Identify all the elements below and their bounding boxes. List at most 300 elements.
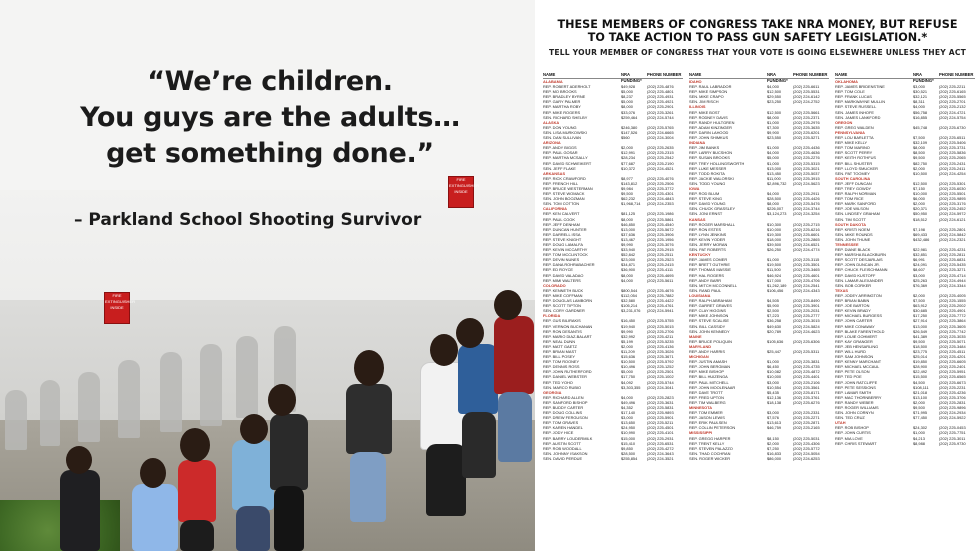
phone-number: (202) 225-7742 bbox=[939, 328, 966, 334]
phone-number: (202) 224-5824 bbox=[793, 323, 820, 329]
student bbox=[178, 460, 216, 522]
member-name: REP. KENNETH BUCK bbox=[543, 287, 584, 293]
member-name: REP. JEFF DENHAM bbox=[543, 221, 580, 227]
nra-funding: $108,111 bbox=[913, 384, 929, 390]
phone-number: (202) 225-5501 bbox=[939, 191, 966, 197]
nra-funding: $6,991 bbox=[913, 257, 925, 263]
nra-funding: $1,262,189 bbox=[767, 282, 787, 288]
student-legs bbox=[274, 486, 304, 551]
nra-funding: $10,000 bbox=[767, 226, 782, 232]
phone-number: (202) 224-4843 bbox=[647, 196, 674, 202]
nra-funding: $36,258 bbox=[767, 318, 782, 324]
member-name: OKLAHOMA bbox=[835, 79, 858, 84]
student-shadow bbox=[5, 390, 27, 450]
nra-funding: $10,082 bbox=[767, 369, 782, 375]
nra-funding: $15,410 bbox=[621, 440, 636, 446]
phone-number: (202) 225-4876 bbox=[647, 84, 674, 90]
member-name: TEXAS bbox=[835, 287, 848, 293]
member-name: REP. TOM COLE bbox=[835, 89, 865, 95]
nra-funding: $10,372 bbox=[621, 165, 636, 171]
nra-funding: $18,500 bbox=[913, 343, 928, 349]
member-name: KANSAS bbox=[689, 216, 706, 222]
member-name: REP. MICHAEL MCCAUL bbox=[835, 364, 880, 370]
phone-number: (202) 225-2165 bbox=[793, 425, 820, 431]
member-name: INDIANA bbox=[689, 140, 706, 146]
phone-number: (202) 225-2031 bbox=[793, 308, 820, 314]
phone-number: (202) 225-2452 bbox=[939, 206, 966, 212]
nra-funding: $82,750 bbox=[913, 160, 928, 166]
nra-funding: $2,000 bbox=[767, 440, 779, 446]
header-name: NAME bbox=[689, 72, 702, 77]
member-name: REP. DAVE TROTT bbox=[689, 389, 723, 395]
member-name: REP. ANDY BIGGS bbox=[543, 145, 577, 151]
phone-number: (202) 225-5951 bbox=[939, 369, 966, 375]
nra-funding: $50,950 bbox=[913, 211, 928, 217]
member-name: REP. PAUL MITCHELL bbox=[689, 379, 729, 385]
phone-number: (202) 225-2915 bbox=[647, 247, 674, 253]
member-name: REP. BLAKE FARENTHOLD bbox=[835, 328, 885, 334]
student-legs bbox=[426, 444, 466, 516]
student-head bbox=[66, 446, 92, 474]
member-name: REP. GARY PALMER bbox=[543, 99, 581, 105]
nra-funding: $4,000 bbox=[913, 104, 925, 110]
nra-funding: $10,554 bbox=[767, 384, 782, 390]
phone-number: (202) 225-2931 bbox=[647, 435, 674, 441]
nra-funding: $9,500 bbox=[913, 155, 925, 161]
phone-number: (202) 225-4706 bbox=[793, 277, 820, 283]
fire-extinguisher-sign bbox=[448, 176, 480, 208]
member-name: REP. FRENCH HILL bbox=[543, 180, 579, 186]
fire-extinguisher-sign bbox=[104, 292, 136, 324]
nra-funding: $4,352 bbox=[621, 405, 633, 410]
member-column bbox=[543, 72, 683, 551]
member-name: REP. JOHN SHIMKUS bbox=[689, 135, 729, 141]
phone-number: (202) 225-6030 bbox=[939, 185, 966, 191]
member-name: MINNESOTA bbox=[689, 405, 713, 410]
phone-number: (202) 225-2106 bbox=[793, 379, 820, 385]
member-name: IOWA bbox=[689, 185, 700, 191]
nra-funding: $28,500 bbox=[621, 450, 636, 456]
student bbox=[60, 470, 100, 551]
nra-funding: $16,450 bbox=[621, 318, 636, 324]
member-name: REP. DARRELL ISSA bbox=[543, 231, 581, 237]
phone-number: (202) 225-2777 bbox=[793, 313, 820, 319]
nra-funding: $10,300 bbox=[767, 221, 782, 227]
phone-number: (202) 225-5315 bbox=[793, 160, 820, 166]
phone-number: (202) 225-9893 bbox=[647, 410, 674, 416]
member-name: REP. BILL SHUSTER bbox=[835, 160, 873, 166]
student-legs bbox=[180, 520, 214, 551]
nra-funding: $8,500 bbox=[913, 150, 925, 156]
member-name: REP. BRADLEY BYRNE bbox=[543, 94, 586, 100]
phone-number: (202) 224-4521 bbox=[647, 165, 674, 171]
phone-number: (202) 225-3484 bbox=[939, 343, 966, 349]
nra-funding: $4,000 bbox=[621, 394, 633, 400]
phone-number: (202) 225-4601 bbox=[793, 272, 820, 278]
nra-funding: $52,842 bbox=[621, 252, 636, 258]
member-name: REP. ROD BLUM bbox=[689, 191, 720, 197]
member-name: REP. JUSTIN AMASH bbox=[689, 359, 727, 365]
phone-number: (202) 225-2190 bbox=[647, 160, 674, 166]
member-name: REP. TED YOHO bbox=[543, 379, 573, 385]
quote-attribution: – Parkland School Shooting Survivor bbox=[74, 210, 422, 230]
phone-number: (202) 225-6601 bbox=[793, 231, 820, 237]
nra-funding: $3,000 bbox=[767, 379, 779, 385]
nra-funding: $106,456 bbox=[767, 287, 784, 293]
member-name: REP. CHRIS STEWART bbox=[835, 440, 877, 446]
phone-number: (202) 225-3906 bbox=[647, 231, 674, 237]
phone-number: (202) 225-5765 bbox=[647, 124, 674, 130]
phone-number: (202) 225-2911 bbox=[793, 191, 820, 197]
member-name: REP. DIANE BLACK bbox=[835, 247, 871, 253]
member-row bbox=[543, 456, 683, 461]
phone-number: (202) 225-8490 bbox=[793, 298, 820, 304]
member-name: REP. KRISTI NOEM bbox=[835, 226, 870, 232]
phone-number: (202) 225-5435 bbox=[939, 262, 966, 268]
nra-funding: $10,000 bbox=[767, 374, 782, 380]
phone-number: (202) 225-3271 bbox=[939, 267, 966, 273]
nra-funding: $23,000 bbox=[621, 257, 636, 263]
member-name: SEN. MARCO RUBIO bbox=[543, 384, 582, 390]
header-funding: NRA FUNDING* bbox=[913, 72, 934, 83]
phone-number: (202) 224-4721 bbox=[939, 109, 966, 115]
member-name: SEN. JOHN KENNEDY bbox=[689, 328, 730, 334]
phone-number: (202) 225-2701 bbox=[939, 99, 966, 105]
member-name: SEN. JIM RISCH bbox=[689, 99, 719, 105]
member-name: SEN. DAVID PERDUE bbox=[543, 455, 583, 461]
nra-funding: $105,636 bbox=[767, 338, 784, 344]
member-name: ALABAMA bbox=[543, 79, 563, 84]
nra-funding: $13,000 bbox=[621, 226, 636, 232]
nra-funding: $19,500 bbox=[767, 262, 782, 268]
nra-funding: $3,000 bbox=[913, 272, 925, 278]
phone-number: (202) 225-5311 bbox=[793, 348, 820, 354]
nra-funding: $5,000 bbox=[621, 369, 633, 375]
phone-number: (202) 225-1956 bbox=[647, 236, 674, 242]
nra-funding: $24,950 bbox=[621, 425, 636, 431]
nra-funding: $9,990 bbox=[621, 328, 633, 334]
member-name: REP. MARIO DIAZ-BALART bbox=[543, 333, 592, 339]
header-name: NAME bbox=[543, 72, 556, 77]
nra-funding: $46,924 bbox=[767, 272, 782, 278]
phone-number: (202) 224-6521 bbox=[793, 242, 820, 247]
phone-number: (202) 225-4695 bbox=[647, 272, 674, 278]
phone-number: (202) 225-6306 bbox=[793, 338, 820, 344]
member-name: REP. STEVE KNIGHT bbox=[543, 236, 582, 242]
member-name: REP. TREY GOWDY bbox=[835, 185, 872, 191]
nra-funding: $8,000 bbox=[621, 216, 633, 222]
phone-number: (202) 225-6276 bbox=[793, 399, 820, 405]
member-name: REP. MARTHA ROBY bbox=[543, 104, 581, 110]
nra-funding: $9,900 bbox=[767, 129, 779, 135]
member-name: REP. BRUCE WESTERMAN bbox=[543, 185, 593, 191]
member-name: REP. MICHAEL BURGESS bbox=[835, 313, 882, 319]
member-name: REP. KEVIN BRADY bbox=[835, 308, 871, 314]
phone-number: (202) 225-3831 bbox=[793, 359, 820, 365]
nra-funding: $105,214 bbox=[621, 303, 638, 309]
nra-funding: $8,237 bbox=[621, 94, 633, 100]
nra-funding: $23,250 bbox=[767, 99, 782, 105]
phone-number: (202) 225-5792 bbox=[647, 359, 674, 365]
phone-number: (202) 225-7772 bbox=[939, 313, 966, 319]
nra-funding: $3,124,273 bbox=[767, 211, 787, 217]
phone-number: (202) 224-6253 bbox=[793, 455, 820, 461]
member-name: REP. RAUL LABRADOR bbox=[689, 84, 732, 90]
member-name: REP. DOUG LAMALFA bbox=[543, 242, 583, 247]
nra-funding: $11,000 bbox=[767, 175, 781, 181]
phone-number: (202) 225-4401 bbox=[793, 374, 820, 380]
nra-funding: $23,550 bbox=[767, 135, 782, 141]
nra-funding: $49,496 bbox=[621, 399, 636, 405]
nra-funding: $62,232 bbox=[621, 196, 636, 202]
nra-funding: $71,995 bbox=[913, 410, 928, 416]
phone-number: (202) 225-4076 bbox=[647, 175, 674, 181]
nra-funding: $4,092 bbox=[621, 379, 633, 385]
nra-funding: $2,000 bbox=[913, 292, 925, 298]
header-name: NAME bbox=[835, 72, 848, 77]
header-phone: PHONE NUMBER bbox=[939, 72, 974, 77]
phone-number: (202) 225-2542 bbox=[647, 155, 674, 161]
nra-funding: $25,263 bbox=[913, 277, 928, 283]
nra-funding: $26,250 bbox=[767, 247, 782, 253]
phone-number: (202) 224-6121 bbox=[939, 216, 966, 222]
nra-funding: $9,984 bbox=[621, 185, 633, 191]
congress-list-panel bbox=[535, 0, 980, 551]
phone-number: (202) 224-2541 bbox=[793, 282, 820, 288]
nra-funding: $10,496 bbox=[621, 364, 636, 370]
member-name: REP. BRUCE POLIQUIN bbox=[689, 338, 732, 344]
member-name: REP. TED POE bbox=[835, 374, 862, 380]
nra-funding: $15,636 bbox=[621, 354, 636, 360]
nra-funding: $17,250 bbox=[913, 313, 928, 319]
member-name: REP. TOM MCCLINTOCK bbox=[543, 252, 588, 258]
nra-funding: $30,521 bbox=[913, 89, 928, 95]
nra-funding: $28,500 bbox=[767, 196, 782, 202]
member-name: SEN. JERRY MORAN bbox=[689, 242, 728, 247]
member-name: KENTUCKY bbox=[689, 252, 711, 258]
member-name: CALIFORNIA bbox=[543, 206, 567, 212]
member-name: REP. FRANK LUCAS bbox=[835, 94, 872, 100]
member-name: REP. MIKE COFFMAN bbox=[543, 292, 583, 298]
nra-funding: $4,000 bbox=[767, 84, 779, 90]
phone-number: (202) 225-5772 bbox=[793, 445, 820, 451]
phone-number: (202) 225-3115 bbox=[793, 257, 820, 263]
member-name: SEN. RICHARD SHELBY bbox=[543, 114, 588, 120]
nra-funding: $259,464 bbox=[621, 114, 638, 120]
nra-funding: $56,758 bbox=[913, 109, 928, 115]
nra-funding: $9,500 bbox=[913, 405, 925, 410]
student-legs bbox=[498, 392, 532, 462]
member-name: PENNSYLVANIA bbox=[835, 129, 865, 135]
phone-number: (202) 224-5623 bbox=[793, 180, 820, 186]
phone-number: (202) 225-6831 bbox=[939, 257, 966, 263]
nra-funding: $26,549 bbox=[913, 328, 928, 334]
phone-number: (202) 225-4306 bbox=[793, 440, 820, 446]
phone-number: (202) 225-2706 bbox=[647, 328, 674, 334]
quote-line: You guys are the adults… bbox=[80, 102, 460, 133]
member-column bbox=[689, 72, 829, 551]
student-legs bbox=[462, 412, 496, 478]
member-name: REP. FRED UPTON bbox=[689, 394, 724, 400]
nra-funding: $5,900 bbox=[767, 303, 779, 309]
phone-number: (202) 225-2831 bbox=[939, 399, 966, 405]
nra-funding: $12,500 bbox=[767, 89, 782, 95]
nra-funding: $12,500 bbox=[913, 180, 928, 186]
phone-number: (202) 225-4201 bbox=[939, 354, 966, 360]
member-name: REP. TOM RICE bbox=[835, 196, 864, 202]
member-name: REP. RICK CRAWFORD bbox=[543, 175, 586, 181]
member-name: REP. RON DESANTIS bbox=[543, 328, 582, 334]
member-name: REP. DAVID YOUNG bbox=[689, 201, 726, 207]
phone-number: (202) 225-2523 bbox=[647, 257, 674, 263]
member-name: REP. MIA LOVE bbox=[835, 435, 863, 441]
member-name: REP. SAM JOHNSON bbox=[835, 354, 874, 360]
student bbox=[232, 440, 274, 510]
nra-funding: $7,500 bbox=[913, 298, 925, 304]
student bbox=[494, 316, 534, 394]
nra-funding: $560 bbox=[621, 135, 630, 141]
phone-number: (202) 225-5271 bbox=[793, 135, 820, 141]
member-name: REP. JACKIE WALORSKI bbox=[689, 175, 734, 181]
phone-number: (202) 225-3635 bbox=[793, 124, 820, 130]
nra-funding: $63,912 bbox=[913, 303, 928, 309]
phone-number: (202) 225-2331 bbox=[793, 410, 820, 416]
nra-funding: $19,300 bbox=[767, 231, 782, 237]
member-name: REP. DANIEL WEBSTER bbox=[543, 374, 587, 380]
phone-number: (202) 225-6165 bbox=[939, 89, 966, 95]
student bbox=[270, 414, 308, 490]
phone-number: (202) 225-2823 bbox=[647, 394, 674, 400]
nra-funding: $19,850 bbox=[913, 359, 928, 365]
member-name: REP. LYNN JENKINS bbox=[689, 231, 727, 237]
member-name: SEN. BILL CASSIDY bbox=[689, 323, 726, 329]
nra-funding: $3,303,355 bbox=[621, 384, 641, 390]
headline-line: THESE MEMBERS OF CONGRESS TAKE NRA MONEY, BUT REFUSE bbox=[557, 18, 958, 31]
member-column bbox=[835, 72, 975, 551]
member-name: REP. ANDY HARRIS bbox=[689, 348, 725, 354]
student-head bbox=[240, 414, 268, 444]
phone-number: (202) 225-4676 bbox=[647, 287, 674, 293]
phone-number: (202) 224-3041 bbox=[647, 384, 674, 390]
phone-number: (202) 225-4761 bbox=[647, 303, 674, 309]
nra-funding: $7,576 bbox=[767, 415, 779, 421]
phone-number: (202) 225-6201 bbox=[793, 129, 820, 135]
phone-number: (202) 224-3744 bbox=[793, 206, 820, 212]
member-name: SEN. THAD COCHRAN bbox=[689, 450, 731, 456]
member-name: ARKANSAS bbox=[543, 170, 566, 176]
nra-funding: $12,136 bbox=[767, 394, 782, 400]
nra-funding: $8,000 bbox=[913, 145, 925, 151]
member-name: REP. BILL HUIZENGA bbox=[689, 374, 728, 380]
nra-funding: $8,977 bbox=[621, 175, 633, 181]
member-name: REP. SANFORD BISHOP bbox=[543, 399, 588, 405]
member-name: SOUTH DAKOTA bbox=[835, 221, 867, 227]
nra-funding: $25,447 bbox=[767, 348, 782, 354]
nra-funding: $28,234 bbox=[621, 155, 636, 161]
member-name: SEN. JOHN BOOZMAN bbox=[543, 196, 585, 202]
phone-number: (202) 225-5611 bbox=[647, 277, 674, 283]
member-row bbox=[835, 441, 975, 446]
phone-number: (202) 225-3706 bbox=[939, 394, 966, 400]
phone-number: (202) 225-4236 bbox=[939, 389, 966, 395]
member-name: SEN. JONI ERNST bbox=[689, 211, 723, 217]
phone-number: (202) 225-3465 bbox=[793, 267, 820, 273]
nra-funding: $4,000 bbox=[767, 191, 779, 197]
student bbox=[346, 384, 392, 454]
phone-number: (202) 225-4540 bbox=[647, 221, 674, 227]
member-name: REP. AUSTIN SCOTT bbox=[543, 440, 581, 446]
phone-number: (202) 225-9896 bbox=[939, 405, 966, 410]
member-name: REP. MIKE JOHNSON bbox=[689, 313, 729, 319]
member-name: REP. GARRET GRAVES bbox=[689, 303, 732, 309]
nra-funding: $143,812 bbox=[621, 180, 638, 186]
member-name: REP. HAL ROGERS bbox=[689, 272, 725, 278]
member-name: REP. PETE SESSIONS bbox=[835, 384, 876, 390]
student-shadow bbox=[200, 344, 222, 426]
member-name: REP. DARIN LAHOOD bbox=[689, 129, 729, 135]
member-name: REP. TREY HOLLINGSWORTH bbox=[689, 160, 745, 166]
nra-funding: $3,231,076 bbox=[621, 308, 641, 314]
phone-number: (202) 225-4272 bbox=[647, 445, 674, 451]
member-name: REP. MARSHA BLACKBURN bbox=[835, 252, 886, 258]
quote-line: get something done.” bbox=[106, 138, 434, 169]
phone-number: (202) 224-6665 bbox=[647, 129, 674, 135]
nra-funding: $22,492 bbox=[913, 369, 928, 375]
member-name: SEN. MITCH MCCONNELL bbox=[689, 282, 737, 288]
sign-text: FIRE EXTINGUISHER INSIDE bbox=[449, 177, 480, 194]
member-name: SEN. RAND PAUL bbox=[689, 287, 722, 293]
phone-number: (202) 225-2002 bbox=[939, 303, 966, 309]
nra-funding: $1,000 bbox=[767, 160, 779, 166]
student-legs bbox=[350, 452, 386, 522]
member-name: REP. JOHN RUTHERFORD bbox=[543, 369, 592, 375]
phone-number: (202) 225-5071 bbox=[939, 338, 966, 344]
nra-funding: $41,389 bbox=[913, 333, 928, 339]
member-name: REP. STEVEN PALAZZO bbox=[689, 445, 733, 451]
phone-number: (202) 225-4101 bbox=[647, 430, 674, 436]
member-name: REP. KENNY MARCHANT bbox=[835, 359, 882, 365]
member-name: REP. RANDY HULTGREN bbox=[689, 119, 735, 125]
phone-number: (202) 224-3254 bbox=[793, 211, 820, 217]
phone-number: (202) 225-4801 bbox=[647, 89, 674, 95]
subheadline: TELL YOUR MEMBER OF CONGRESS THAT YOUR VOTE IS GOING ELSEWHERE UNLESS THEY ACT bbox=[548, 48, 967, 57]
phone-number: (202) 225-2506 bbox=[647, 180, 674, 186]
member-name: REP. KAREN HANDEL bbox=[543, 425, 583, 431]
member-name: REP. BRETT GUTHRIE bbox=[689, 262, 730, 268]
member-name: SEN. DAN SULLIVAN bbox=[543, 135, 581, 141]
nra-funding: $17,750 bbox=[621, 374, 636, 380]
phone-number: (202) 225-3261 bbox=[647, 109, 674, 115]
nra-funding: $86,000 bbox=[767, 455, 782, 461]
quote-line: “We’re children. bbox=[147, 66, 393, 97]
nra-funding: $16,833 bbox=[767, 450, 782, 456]
nra-funding: $15,500 bbox=[913, 374, 928, 380]
phone-number: (202) 225-5672 bbox=[647, 226, 674, 232]
member-name: REP. CLAY HIGGINS bbox=[689, 308, 726, 314]
member-name: REP. DANA ROHRABACHER bbox=[543, 262, 595, 268]
member-name: REP. ROB WOODALL bbox=[543, 445, 582, 451]
nra-funding: $112,054 bbox=[621, 292, 637, 298]
nra-funding: $4,000 bbox=[621, 277, 633, 283]
member-name: REP. SUSAN BROOKS bbox=[689, 155, 730, 161]
nra-funding: $77,687 bbox=[621, 160, 636, 166]
phone-number: (202) 225-5531 bbox=[793, 89, 820, 95]
nra-funding: $24,091 bbox=[913, 262, 928, 268]
nra-funding: $32,109 bbox=[913, 140, 928, 146]
member-name: REP. KEN CALVERT bbox=[543, 211, 580, 217]
phone-number: (202) 225-3864 bbox=[939, 318, 966, 324]
member-row bbox=[689, 456, 829, 461]
